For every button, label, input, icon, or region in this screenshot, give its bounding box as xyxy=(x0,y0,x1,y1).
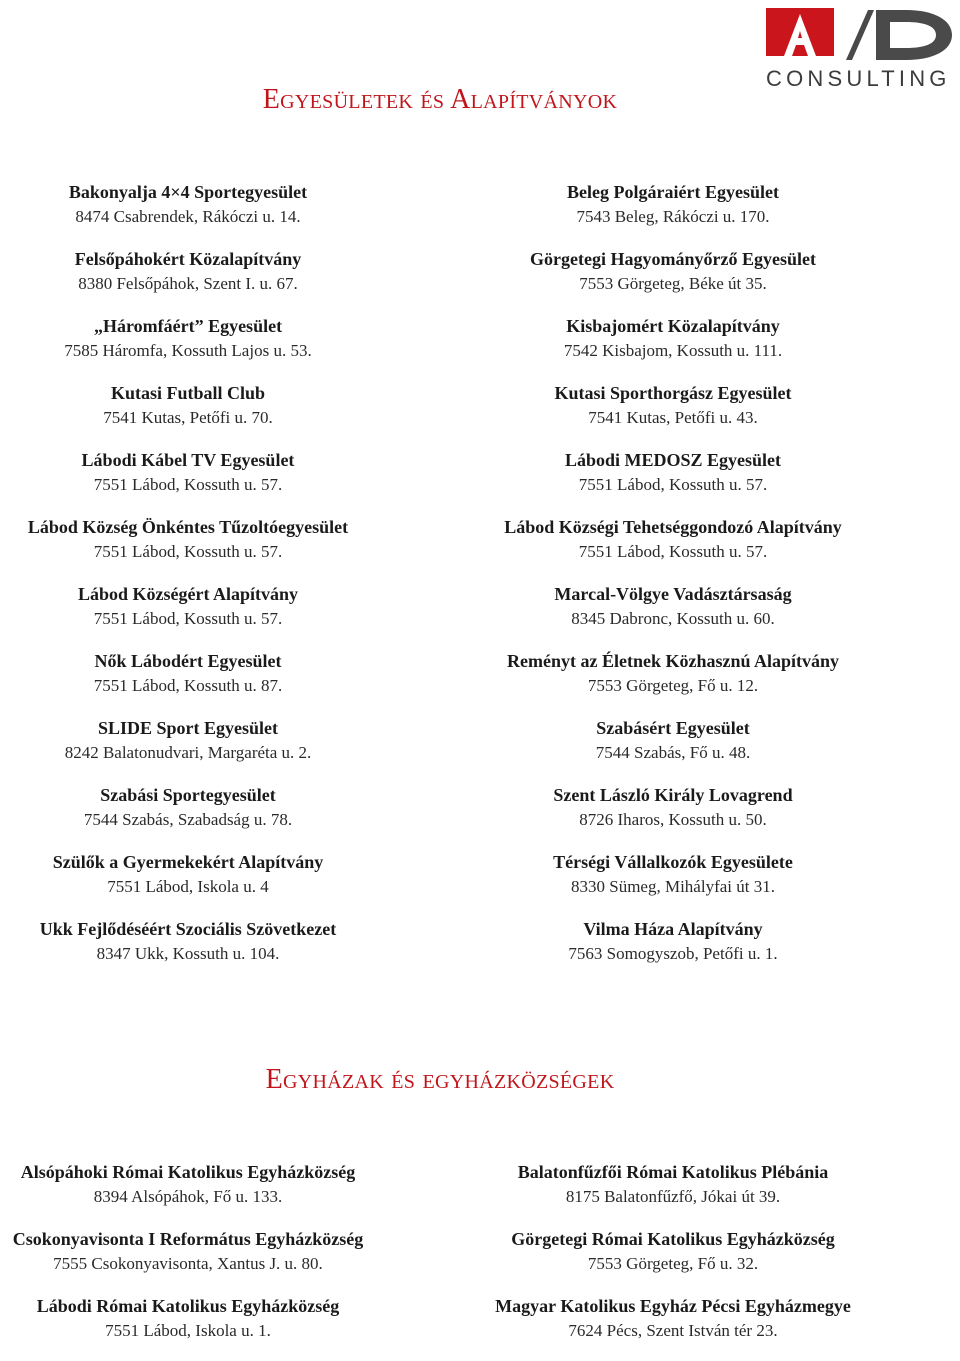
directory-entry xyxy=(0,582,376,649)
entry-address: 7541 Kutas, Petőfi u. 43. xyxy=(588,408,758,427)
directory-entry xyxy=(0,850,376,917)
directory-entry xyxy=(0,1294,376,1361)
entry-name: Bakonyalja 4×4 Sportegyesület xyxy=(68,182,308,202)
entry-address: 7551 Lábod, Kossuth u. 57. xyxy=(578,475,768,494)
entry-address: 8474 Csabrendek, Rákóczi u. 14. xyxy=(75,207,301,226)
entry-name: Csokonyavisonta I Református Egyházközség xyxy=(12,1229,364,1249)
entry-address: 7543 Beleg, Rákóczi u. 170. xyxy=(576,207,770,226)
directory-entry xyxy=(486,716,860,783)
directory-entry xyxy=(0,180,376,247)
entry-name: Alsópáhoki Római Katolikus Egyházközség xyxy=(20,1162,356,1182)
directory-entry xyxy=(486,582,860,649)
entry-address: 8347 Ukk, Kossuth u. 104. xyxy=(96,944,280,963)
entry-name: Balatonfűzfői Római Katolikus Plébánia xyxy=(517,1162,829,1182)
entry-address: 7563 Somogyszob, Petőfi u. 1. xyxy=(568,944,778,963)
ad-consulting-logo xyxy=(766,8,958,90)
directory-entry xyxy=(0,448,376,515)
entry-address: 8175 Balatonfűzfő, Jókai út 39. xyxy=(565,1187,781,1206)
section-title-associations: Egyesületek és Alapítványok xyxy=(262,84,618,115)
directory-entry xyxy=(486,850,860,917)
associations-right-column xyxy=(486,180,860,984)
entry-name: Szülők a Gyermekekért Alapítvány xyxy=(52,852,324,872)
entry-name: Lábod Községi Tehetséggondozó Alapítvány xyxy=(504,517,842,537)
entry-name: Görgetegi Római Katolikus Egyházközség xyxy=(511,1229,835,1249)
entry-address: 8380 Felsőpáhok, Szent I. u. 67. xyxy=(78,274,298,293)
directory-entry xyxy=(486,1294,860,1361)
entry-name: Szabásért Egyesület xyxy=(596,718,750,738)
entry-name: SLIDE Sport Egyesület xyxy=(97,718,279,738)
directory-entry xyxy=(0,247,376,314)
entry-name: Lábod Község Önkéntes Tűzoltóegyesület xyxy=(27,517,349,537)
entry-name: Magyar Katolikus Egyház Pécsi Egyházmegye xyxy=(495,1296,851,1316)
entry-name: Marcal-Völgye Vadásztársaság xyxy=(554,584,792,604)
directory-entry xyxy=(486,1227,860,1294)
entry-name: Reményt az Életnek Közhasznú Alapítvány xyxy=(506,651,839,671)
directory-entry xyxy=(0,515,376,582)
entry-name: Térségi Vállalkozók Egyesülete xyxy=(553,852,793,872)
directory-entry xyxy=(486,247,860,314)
entry-address: 7553 Görgeteg, Fő u. 12. xyxy=(587,676,759,695)
logo-subtitle: CONSULTING xyxy=(766,66,951,91)
ad-logo-mark-icon xyxy=(766,8,958,64)
directory-entry xyxy=(0,917,376,984)
entry-address: 8242 Balatonudvari, Margaréta u. 2. xyxy=(64,743,312,762)
directory-entry xyxy=(486,381,860,448)
entry-name: Ukk Fejlődéséért Szociális Szövetkezet xyxy=(39,919,337,939)
directory-entry xyxy=(0,649,376,716)
directory-entry xyxy=(0,1160,376,1227)
entry-address: 8726 Iharos, Kossuth u. 50. xyxy=(579,810,767,829)
entry-name: Vilma Háza Alapítvány xyxy=(583,919,763,939)
entry-name: Lábod Községért Alapítvány xyxy=(77,584,298,604)
entry-name: Lábodi Római Katolikus Egyházközség xyxy=(36,1296,340,1316)
entry-address: 7553 Görgeteg, Fő u. 32. xyxy=(587,1254,759,1273)
directory-entry xyxy=(486,917,860,984)
entry-name: Szabási Sportegyesület xyxy=(100,785,276,805)
entry-address: 7551 Lábod, Iskola u. 1. xyxy=(105,1321,271,1340)
entry-address: 7551 Lábod, Kossuth u. 57. xyxy=(93,475,283,494)
entry-address: 7585 Háromfa, Kossuth Lajos u. 53. xyxy=(64,341,312,360)
entry-address: 7542 Kisbajom, Kossuth u. 111. xyxy=(563,341,783,360)
section-title-churches: Egyházak és egyházközségek xyxy=(265,1064,615,1095)
entry-name: Lábodi Kábel TV Egyesület xyxy=(81,450,295,470)
entry-name: Lábodi MEDOSZ Egyesület xyxy=(564,450,782,470)
directory-entry xyxy=(0,783,376,850)
directory-entry xyxy=(486,314,860,381)
entry-address: 7551 Lábod, Kossuth u. 87. xyxy=(93,676,283,695)
directory-entry xyxy=(486,515,860,582)
entry-address: 7544 Szabás, Fő u. 48. xyxy=(595,743,751,762)
directory-entry xyxy=(486,783,860,850)
entry-address: 7624 Pécs, Szent István tér 23. xyxy=(568,1321,778,1340)
entry-name: Nők Lábodért Egyesület xyxy=(94,651,282,671)
entry-name: Beleg Polgáraiért Egyesület xyxy=(567,182,779,202)
churches-right-column xyxy=(486,1160,860,1361)
entry-address: 7551 Lábod, Kossuth u. 57. xyxy=(578,542,768,561)
entry-address: 7551 Lábod, Kossuth u. 57. xyxy=(93,609,283,628)
associations-left-column xyxy=(0,180,376,984)
entry-name: Kutasi Sporthorgász Egyesület xyxy=(554,383,792,403)
entry-address: 7553 Görgeteg, Béke út 35. xyxy=(579,274,767,293)
entry-address: 8330 Sümeg, Mihályfai út 31. xyxy=(571,877,775,896)
entry-address: 7541 Kutas, Petőfi u. 70. xyxy=(103,408,273,427)
entry-name: „Háromfáért” Egyesület xyxy=(93,316,283,336)
entry-name: Felsőpáhokért Közalapítvány xyxy=(74,249,302,269)
entry-name: Szent László Király Lovagrend xyxy=(553,785,793,805)
directory-entry xyxy=(486,1160,860,1227)
entry-name: Kutasi Futball Club xyxy=(110,383,266,403)
entry-address: 7555 Csokonyavisonta, Xantus J. u. 80. xyxy=(53,1254,323,1273)
directory-entry xyxy=(0,314,376,381)
directory-entry xyxy=(486,448,860,515)
entry-address: 8345 Dabronc, Kossuth u. 60. xyxy=(571,609,775,628)
entry-address: 7551 Lábod, Iskola u. 4 xyxy=(107,877,269,896)
directory-entry xyxy=(486,180,860,247)
entry-address: 8394 Alsópáhok, Fő u. 133. xyxy=(93,1187,283,1206)
entry-name: Görgetegi Hagyományőrző Egyesület xyxy=(530,249,816,269)
directory-entry xyxy=(0,1227,376,1294)
directory-entry xyxy=(0,716,376,783)
entry-name: Kisbajomért Közalapítvány xyxy=(566,316,780,336)
churches-left-column xyxy=(0,1160,376,1361)
directory-entry xyxy=(486,649,860,716)
entry-address: 7551 Lábod, Kossuth u. 57. xyxy=(93,542,283,561)
entry-address: 7544 Szabás, Szabadság u. 78. xyxy=(83,810,293,829)
directory-entry xyxy=(0,381,376,448)
